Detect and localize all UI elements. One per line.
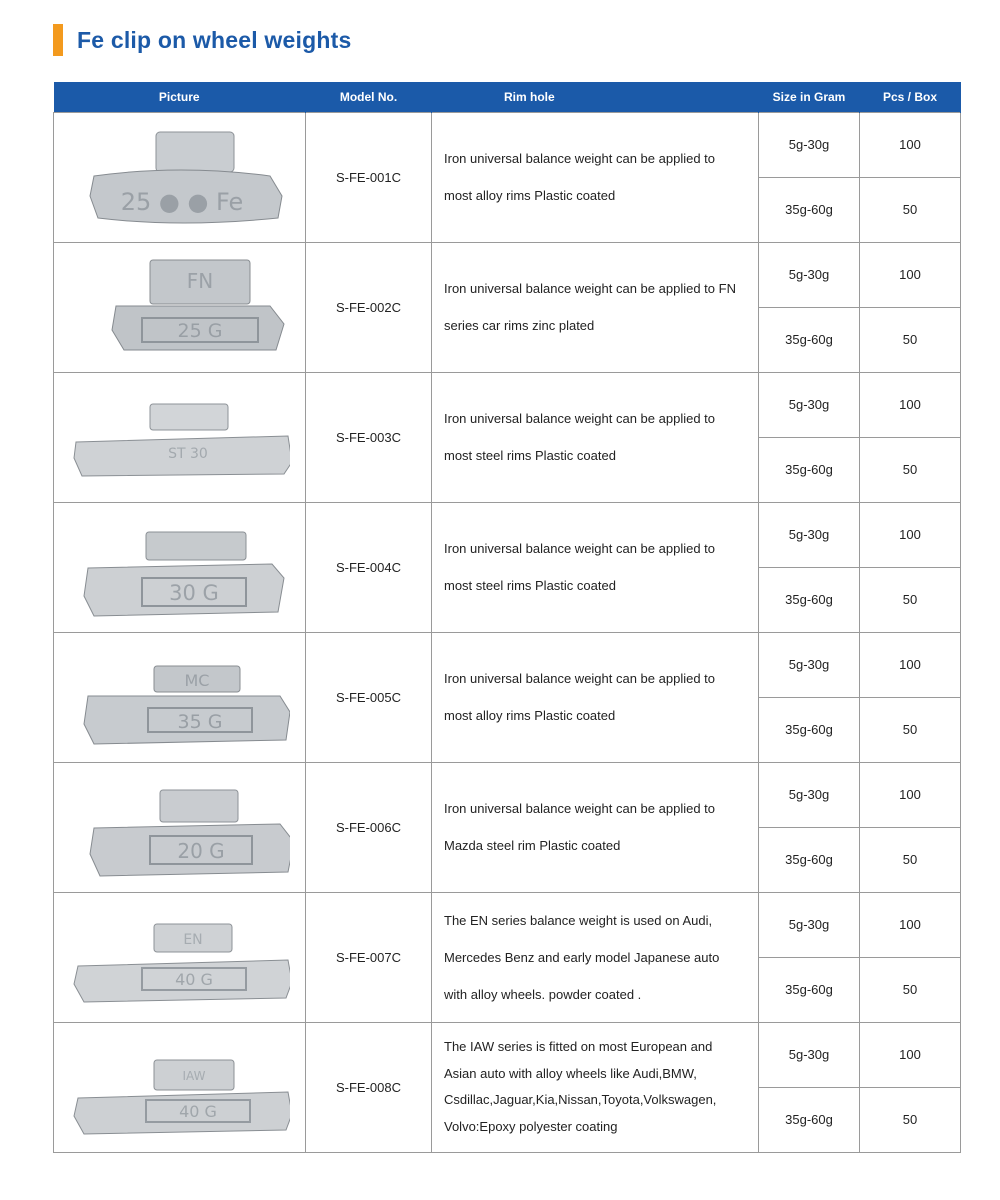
header-pcs: Pcs / Box: [860, 82, 961, 112]
product-picture-cell: [54, 242, 306, 372]
pcs-value: 50: [860, 827, 961, 892]
size-value: 5g-30g: [759, 632, 860, 697]
page-heading: [53, 24, 351, 56]
size-value: 35g-60g: [759, 177, 860, 242]
table-row: [54, 372, 961, 437]
model-number: S-FE-005C: [306, 632, 432, 762]
table-row: [54, 242, 961, 307]
table-row: [54, 762, 961, 827]
pcs-value: 50: [860, 697, 961, 762]
pcs-value: 50: [860, 177, 961, 242]
rim-hole-description: Iron universal balance weight can be applied to Mazda steel rim Plastic coated: [432, 762, 759, 892]
size-value: 35g-60g: [759, 437, 860, 502]
size-value: 5g-30g: [759, 112, 860, 177]
page-title: Fe clip on wheel weights: [77, 26, 352, 53]
header-size: Size in Gram: [759, 82, 860, 112]
table-row: [54, 112, 961, 177]
wheel-weight-image: [70, 772, 290, 882]
size-value: 5g-30g: [759, 1022, 860, 1087]
rim-hole-description: Iron universal balance weight can be applied to most steel rims Plastic coated: [432, 372, 759, 502]
model-number: S-FE-008C: [306, 1022, 432, 1152]
wheel-weight-image: [70, 512, 290, 622]
model-number: S-FE-004C: [306, 502, 432, 632]
size-value: 35g-60g: [759, 567, 860, 632]
wheel-weight-image: [70, 642, 290, 752]
rim-hole-description: The IAW series is fitted on most European and Asian auto with alloy wheels like Audi,BMW, Csdillac,Jaguar,Kia,Nissan,Toyota,Volkswagen, Volvo:Epoxy polyester coating: [432, 1022, 759, 1152]
size-value: 35g-60g: [759, 307, 860, 372]
pcs-value: 50: [860, 1087, 961, 1152]
size-value: 5g-30g: [759, 242, 860, 307]
stamp-text: 30 G: [168, 581, 219, 605]
header-picture: Picture: [54, 82, 306, 112]
wheel-weight-image: [70, 382, 290, 492]
rim-hole-description: Iron universal balance weight can be applied to most steel rims Plastic coated: [432, 502, 759, 632]
clip-text: FN: [186, 269, 213, 293]
table-row: [54, 632, 961, 697]
wheel-weight-image: [70, 902, 290, 1012]
pcs-value: 100: [860, 502, 961, 567]
wheel-weight-image: [70, 122, 290, 232]
stamp-text: 40 G: [178, 1102, 217, 1121]
pcs-value: 100: [860, 892, 961, 957]
heading-accent-bar: [53, 24, 63, 56]
rim-hole-description: Iron universal balance weight can be applied to most alloy rims Plastic coated: [432, 112, 759, 242]
wheel-weight-image: [70, 252, 290, 362]
table-header-row: [54, 82, 961, 112]
size-value: 5g-30g: [759, 502, 860, 567]
size-value: 5g-30g: [759, 372, 860, 437]
product-table: [53, 82, 961, 1153]
pcs-value: 50: [860, 437, 961, 502]
pcs-value: 100: [860, 762, 961, 827]
pcs-value: 50: [860, 957, 961, 1022]
stamp-text: ST 30: [167, 446, 208, 462]
size-value: 5g-30g: [759, 892, 860, 957]
wheel-weight-image: [70, 1032, 290, 1142]
pcs-value: 100: [860, 1022, 961, 1087]
product-picture-cell: [54, 1022, 306, 1152]
rim-hole-description: Iron universal balance weight can be applied to most alloy rims Plastic coated: [432, 632, 759, 762]
model-number: S-FE-003C: [306, 372, 432, 502]
model-number: S-FE-007C: [306, 892, 432, 1022]
table-row: [54, 1022, 961, 1087]
stamp-text: 35 G: [177, 711, 222, 733]
size-value: 35g-60g: [759, 957, 860, 1022]
size-value: 5g-30g: [759, 762, 860, 827]
product-picture-cell: [54, 112, 306, 242]
rim-hole-description: Iron universal balance weight can be applied to FN series car rims zinc plated: [432, 242, 759, 372]
model-number: S-FE-002C: [306, 242, 432, 372]
stamp-text: 40 G: [174, 970, 213, 989]
product-picture-cell: [54, 632, 306, 762]
table-row: [54, 892, 961, 957]
stamp-text: 20 G: [176, 839, 225, 863]
pcs-value: 100: [860, 372, 961, 437]
stamp-text: 25 G: [177, 320, 222, 342]
size-value: 35g-60g: [759, 827, 860, 892]
product-picture-cell: [54, 762, 306, 892]
header-model: Model No.: [306, 82, 432, 112]
pcs-value: 50: [860, 307, 961, 372]
pcs-value: 100: [860, 242, 961, 307]
rim-hole-description: The EN series balance weight is used on Audi, Mercedes Benz and early model Japanese auto with alloy wheels. powder coated .: [432, 892, 759, 1022]
pcs-value: 100: [860, 112, 961, 177]
model-number: S-FE-001C: [306, 112, 432, 242]
clip-text: MC: [184, 671, 209, 690]
pcs-value: 50: [860, 567, 961, 632]
stamp-text: 25 ● ● Fe: [120, 188, 243, 216]
product-picture-cell: [54, 502, 306, 632]
clip-text: IAW: [182, 1069, 205, 1083]
product-picture-cell: [54, 372, 306, 502]
size-value: 35g-60g: [759, 1087, 860, 1152]
header-rim-hole: Rim hole: [432, 82, 759, 112]
model-number: S-FE-006C: [306, 762, 432, 892]
product-picture-cell: [54, 892, 306, 1022]
clip-text: EN: [182, 932, 203, 948]
table-row: [54, 502, 961, 567]
pcs-value: 100: [860, 632, 961, 697]
size-value: 35g-60g: [759, 697, 860, 762]
